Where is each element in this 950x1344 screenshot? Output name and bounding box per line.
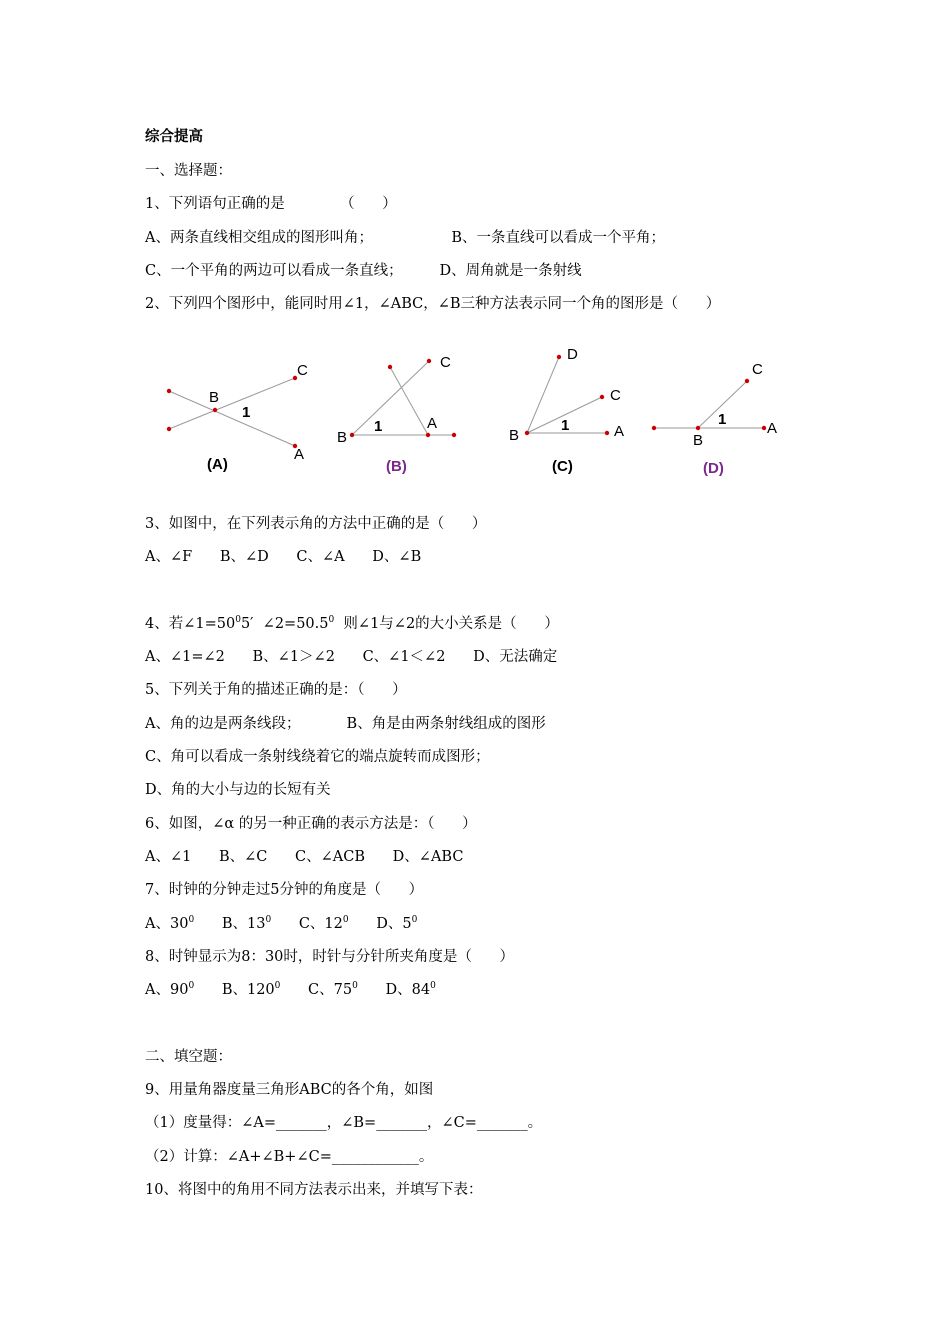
q9-sub1: （1）度量得：∠A=_______，∠B=_______，∠C=_______。	[145, 1115, 543, 1131]
fig-c-label-d: D	[567, 346, 578, 363]
q1-options-row1: A、两条直线相交组成的图形叫角； B、一条直线可以看成一个平角；	[145, 230, 665, 246]
fig-d-label-1: 1	[718, 411, 727, 428]
part1-title: 一、选择题：	[145, 163, 232, 179]
fig-d-label-c: C	[752, 361, 763, 378]
fig-a-label-b: B	[209, 389, 220, 406]
q1-stem: 1、下列语句正确的是 （ ）	[145, 196, 397, 212]
q6-options: A、∠1 B、∠C C、∠ACB D、∠ABC	[145, 849, 464, 865]
q1-options-row2: C、一个平角的两边可以看成一条直线； D、周角就是一条射线	[145, 263, 582, 279]
fig-d-caption: (D)	[703, 460, 724, 477]
fig-b-label-b: B	[337, 429, 348, 446]
figure-d	[652, 361, 777, 477]
fig-d-label-b: B	[693, 432, 704, 449]
part2-title: 二、填空题：	[145, 1049, 232, 1065]
q9-stem: 9、用量角器度量三角形ABC的各个角，如图	[145, 1082, 434, 1098]
fig-a-label-c: C	[297, 362, 308, 379]
q2-stem: 2、下列四个图形中，能同时用∠1，∠ABC，∠B三种方法表示同一个角的图形是（ ）	[145, 296, 721, 312]
fig-a-label-1: 1	[242, 404, 251, 421]
q8-stem: 8、时钟显示为8：30时，时针与分针所夹角度是（ ）	[145, 949, 515, 965]
q5-options-row3: D、角的大小与边的长短有关	[145, 782, 331, 798]
q4-options: A、∠1=∠2 B、∠1＞∠2 C、∠1＜∠2 D、无法确定	[145, 649, 558, 665]
q9-sub2: （2）计算：∠A+∠B+∠C=____________。	[145, 1149, 434, 1165]
q10-stem: 10、将图中的角用不同方法表示出来，并填写下表：	[145, 1182, 483, 1198]
fig-b-label-c: C	[440, 354, 451, 371]
fig-c-label-b: B	[509, 427, 520, 444]
q5-options-row1: A、角的边是两条线段； B、角是由两条射线组成的图形	[145, 716, 546, 732]
figure-b	[337, 354, 456, 475]
q5-options-row2: C、角可以看成一条射线绕着它的端点旋转而成图形；	[145, 749, 490, 765]
fig-b-label-1: 1	[374, 418, 383, 435]
figure-c	[509, 346, 624, 475]
fig-b-label-a: A	[427, 415, 438, 432]
fig-c-label-a: A	[614, 423, 625, 440]
fig-a-caption: (A)	[207, 456, 228, 473]
q2-figures	[145, 340, 815, 490]
q8-options: A、$90^0$ B、$120^0$ C、$75^0$ D、$84^0$	[145, 981, 436, 998]
fig-a-label-a: A	[294, 446, 305, 463]
fig-d-label-a: A	[767, 420, 778, 437]
figure-a	[167, 362, 308, 473]
q3-stem: 3、如图中，在下列表示角的方法中正确的是（ ）	[145, 516, 487, 532]
q5-stem: 5、下列关于角的描述正确的是：（ ）	[145, 682, 407, 698]
q4-stem: 4、若$\angle 1=50^05'$ $\angle 2=50.5^0$ 则∠1与∠2的大小关系是（ ）	[145, 615, 559, 632]
q7-stem: 7、时钟的分钟走过5分钟的角度是（ ）	[145, 882, 424, 898]
q6-stem: 6、如图，∠α 的另一种正确的表示方法是：（ ）	[145, 816, 477, 832]
q7-options: A、$30^0$ B、$13^0$ C、$12^0$ D、$5^0$	[145, 915, 418, 932]
fig-c-caption: (C)	[552, 458, 573, 475]
section-title: 综合提高	[145, 129, 203, 145]
fig-b-caption: (B)	[386, 458, 407, 475]
fig-c-label-c: C	[610, 387, 621, 404]
q3-options: A、∠F B、∠D C、∠A D、∠B	[145, 549, 422, 565]
fig-c-label-1: 1	[561, 417, 570, 434]
